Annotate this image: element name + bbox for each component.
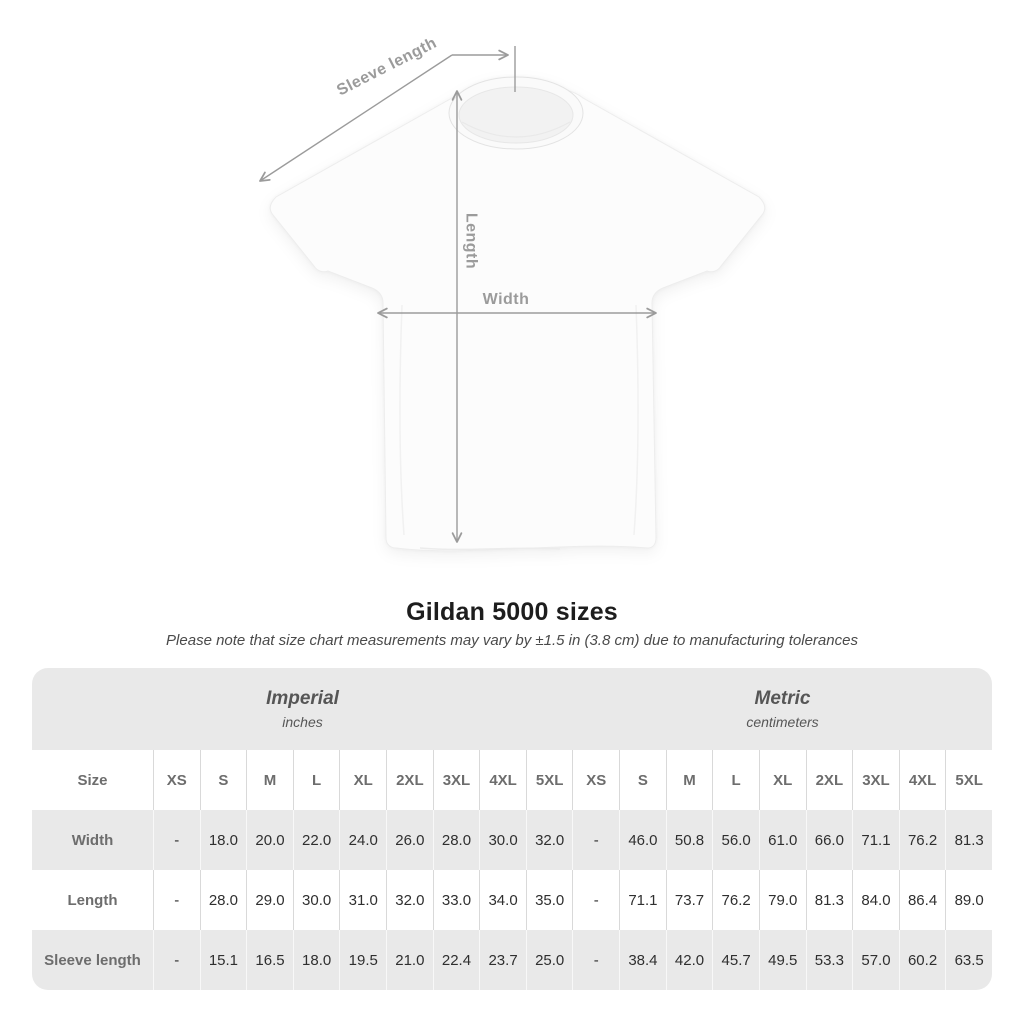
size-header-cell: XL bbox=[759, 750, 806, 810]
value-cell: - bbox=[153, 810, 200, 870]
value-cell: 18.0 bbox=[200, 810, 247, 870]
size-header-cell: 5XL bbox=[526, 750, 573, 810]
size-header-cell: 5XL bbox=[945, 750, 992, 810]
value-cell: 53.3 bbox=[806, 930, 853, 990]
value-cell: 73.7 bbox=[666, 870, 713, 930]
value-cell: 46.0 bbox=[619, 810, 666, 870]
value-cell: 31.0 bbox=[339, 870, 386, 930]
value-cell: - bbox=[572, 870, 619, 930]
value-cell: 45.7 bbox=[712, 930, 759, 990]
value-cell: 35.0 bbox=[526, 870, 573, 930]
tshirt-image bbox=[270, 77, 765, 551]
value-cell: 76.2 bbox=[899, 810, 946, 870]
value-cell: 22.0 bbox=[293, 810, 340, 870]
value-cell: 26.0 bbox=[386, 810, 433, 870]
value-cell: 61.0 bbox=[759, 810, 806, 870]
row-label: Sleeve length bbox=[44, 951, 141, 969]
size-header-cell: 2XL bbox=[386, 750, 433, 810]
value-cell: 22.4 bbox=[433, 930, 480, 990]
tolerance-note: Please note that size chart measurements may vary by ±1.5 in (3.8 cm) due to manufacturing tolerances bbox=[166, 632, 858, 649]
value-cell: - bbox=[153, 870, 200, 930]
length-label: Length bbox=[462, 212, 480, 270]
table-row bbox=[32, 930, 992, 990]
size-header-row bbox=[32, 750, 992, 810]
metric-unit: centimeters bbox=[746, 714, 819, 730]
value-cell: 28.0 bbox=[200, 870, 247, 930]
table-body bbox=[32, 750, 992, 990]
value-cell: 71.1 bbox=[619, 870, 666, 930]
value-cell: 19.5 bbox=[339, 930, 386, 990]
value-cell: 76.2 bbox=[712, 870, 759, 930]
value-cell: 84.0 bbox=[852, 870, 899, 930]
value-cell: 23.7 bbox=[479, 930, 526, 990]
imperial-header bbox=[32, 668, 573, 750]
value-cell: 16.5 bbox=[246, 930, 293, 990]
value-cell: - bbox=[153, 930, 200, 990]
value-cell: - bbox=[572, 810, 619, 870]
value-cell: 30.0 bbox=[293, 870, 340, 930]
size-header-cell: 3XL bbox=[852, 750, 899, 810]
size-header-cell: S bbox=[619, 750, 666, 810]
value-cell: 57.0 bbox=[852, 930, 899, 990]
value-cell: 89.0 bbox=[945, 870, 992, 930]
value-cell: 34.0 bbox=[479, 870, 526, 930]
table-row bbox=[32, 870, 992, 930]
table-row bbox=[32, 810, 992, 870]
size-header-cell: XS bbox=[572, 750, 619, 810]
value-cell: 63.5 bbox=[945, 930, 992, 990]
value-cell: 60.2 bbox=[899, 930, 946, 990]
value-cell: 49.5 bbox=[759, 930, 806, 990]
value-cell: 18.0 bbox=[293, 930, 340, 990]
value-cell: 71.1 bbox=[852, 810, 899, 870]
size-header-cell: L bbox=[712, 750, 759, 810]
size-col-header: Size bbox=[77, 771, 108, 789]
value-cell: 50.8 bbox=[666, 810, 713, 870]
value-cell: 56.0 bbox=[712, 810, 759, 870]
row-label: Length bbox=[67, 891, 118, 909]
value-cell: 24.0 bbox=[339, 810, 386, 870]
value-cell: 15.1 bbox=[200, 930, 247, 990]
value-cell: 42.0 bbox=[666, 930, 713, 990]
unit-header-band bbox=[32, 668, 992, 750]
value-cell: 29.0 bbox=[246, 870, 293, 930]
value-cell: 81.3 bbox=[945, 810, 992, 870]
value-cell: 21.0 bbox=[386, 930, 433, 990]
size-table bbox=[32, 668, 992, 990]
size-header-cell: XS bbox=[153, 750, 200, 810]
size-header-cell: XL bbox=[339, 750, 386, 810]
width-label: Width bbox=[482, 291, 530, 308]
value-cell: 32.0 bbox=[386, 870, 433, 930]
imperial-title: Imperial bbox=[266, 688, 339, 709]
size-header-cell: 4XL bbox=[479, 750, 526, 810]
value-cell: 81.3 bbox=[806, 870, 853, 930]
sleeve-length-label: Sleeve length bbox=[334, 34, 440, 100]
imperial-unit: inches bbox=[282, 714, 323, 730]
value-cell: 30.0 bbox=[479, 810, 526, 870]
value-cell: 79.0 bbox=[759, 870, 806, 930]
metric-header bbox=[573, 668, 992, 750]
value-cell: 66.0 bbox=[806, 810, 853, 870]
size-header-cell: 3XL bbox=[433, 750, 480, 810]
size-header-cell: M bbox=[666, 750, 713, 810]
size-header-cell: L bbox=[293, 750, 340, 810]
size-header-cell: S bbox=[200, 750, 247, 810]
size-header-cell: 4XL bbox=[899, 750, 946, 810]
size-header-cell: M bbox=[246, 750, 293, 810]
size-header-cell: 2XL bbox=[806, 750, 853, 810]
collar bbox=[449, 77, 583, 149]
value-cell: - bbox=[572, 930, 619, 990]
row-label: Width bbox=[71, 831, 114, 849]
value-cell: 86.4 bbox=[899, 870, 946, 930]
value-cell: 32.0 bbox=[526, 810, 573, 870]
value-cell: 20.0 bbox=[246, 810, 293, 870]
value-cell: 28.0 bbox=[433, 810, 480, 870]
value-cell: 33.0 bbox=[433, 870, 480, 930]
page-title: Gildan 5000 sizes bbox=[406, 598, 618, 626]
value-cell: 25.0 bbox=[526, 930, 573, 990]
value-cell: 38.4 bbox=[619, 930, 666, 990]
metric-title: Metric bbox=[754, 688, 811, 709]
